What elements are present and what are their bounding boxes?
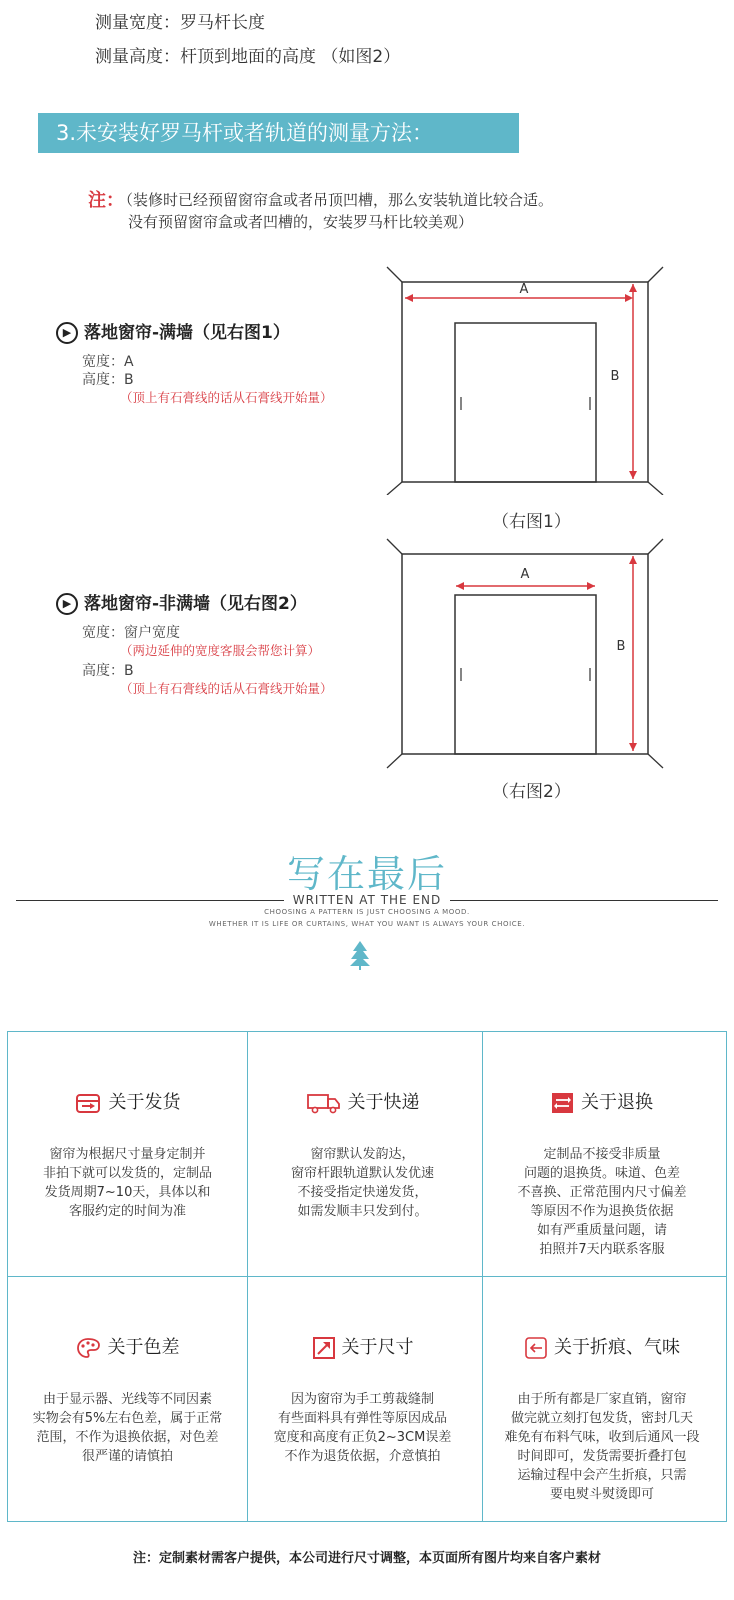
card-body <box>18 1390 237 1466</box>
shipping-box-icon <box>75 1092 103 1114</box>
note-label: 注： <box>88 190 124 211</box>
option2-title <box>56 589 307 615</box>
mood-line-1: CHOOSING A PATTERN IS JUST CHOOSING A MOOD. <box>264 908 470 916</box>
card-returns <box>478 1032 726 1277</box>
card-title: 关于快递 <box>347 1092 420 1113</box>
card-line: 难免有布料气味，收到后通风一段 <box>504 1430 700 1445</box>
card-title: 关于色差 <box>107 1337 180 1358</box>
card-line: 非拍下就可以发货的，定制品 <box>42 1166 212 1181</box>
card-title: 关于折痕、气味 <box>554 1337 680 1358</box>
option1-title <box>56 318 290 344</box>
truck-icon <box>306 1092 342 1114</box>
card-line: 问题的退换货。味道、色差 <box>523 1166 680 1181</box>
card-line: 等原因不作为退换货依据 <box>530 1204 674 1219</box>
card-title: 关于发货 <box>108 1092 181 1113</box>
card-line: 运输过程中会产生折痕，只需 <box>517 1468 687 1483</box>
card-title: 关于尺寸 <box>341 1337 414 1358</box>
option2-height-note: （顶上有石膏线的话从石膏线开始量） <box>120 681 333 696</box>
info-grid <box>7 1031 727 1522</box>
circle-arrow-icon: ▶ <box>56 322 78 344</box>
diagram-full-wall <box>385 265 665 495</box>
circle-arrow-icon: ▶ <box>56 593 78 615</box>
card-line: 窗帘默认发韵达， <box>310 1147 415 1162</box>
exchange-icon <box>551 1092 575 1114</box>
option2-width-note: （两边延伸的宽度客服会帮您计算） <box>120 643 321 658</box>
option2-height: 高度：B <box>82 663 134 679</box>
measure-width-line: 测量宽度：罗马杆长度 <box>95 13 265 33</box>
card-line: 窗帘杆跟轨道默认发优速 <box>290 1166 434 1181</box>
card-line: 要电熨斗熨烫即可 <box>549 1487 654 1502</box>
card-body <box>253 1390 472 1466</box>
card-body <box>488 1145 716 1259</box>
card-line: 有些面料具有弹性等原因成品 <box>277 1411 447 1426</box>
diagram2-label-b: B <box>616 639 626 654</box>
card-body <box>18 1145 237 1221</box>
diagram1-caption: （右图1） <box>492 512 571 532</box>
diagram1-label-a: A <box>519 282 529 297</box>
diagram2-caption: （右图2） <box>492 782 571 802</box>
diagram1-label-b: B <box>610 369 620 384</box>
card-line: 如有严重质量问题，请 <box>536 1223 667 1238</box>
option1-height-note: （顶上有石膏线的话从石膏线开始量） <box>120 390 333 405</box>
card-express <box>243 1032 483 1277</box>
end-subtitle: WRITTEN AT THE END <box>292 893 442 907</box>
mood-line-2: WHETHER IT IS LIFE OR CURTAINS, WHAT YOU WANT IS ALWAYS YOUR CHOICE. <box>208 920 526 928</box>
measure-height-line: 测量高度：杆顶到地面的高度 （如图2） <box>95 47 401 67</box>
card-line: 如需发顺丰只发到付。 <box>297 1204 428 1219</box>
palette-icon <box>76 1337 102 1359</box>
card-line: 发货周期7~10天，具体以和 <box>44 1185 211 1200</box>
card-color <box>8 1277 248 1522</box>
diagram-partial-wall <box>385 537 665 769</box>
card-line: 由于所有都是厂家直销，窗帘 <box>517 1392 687 1407</box>
card-line: 拍照并7天内联系客服 <box>539 1242 665 1257</box>
note-line-1: （装修时已经预留窗帘盒或者吊顶凹槽，那么安装轨道比较合适。 <box>118 191 554 209</box>
card-line: 范围，不作为退换依据，对色差 <box>36 1430 219 1445</box>
card-line: 很严谨的请慎拍 <box>81 1449 173 1464</box>
card-line: 实物会有5%左右色差，属于正常 <box>32 1411 223 1426</box>
card-shipping <box>8 1032 248 1277</box>
option1-width: 宽度：A <box>82 354 134 370</box>
option1-height: 高度：B <box>82 372 134 388</box>
card-line: 不作为退货依据，介意慎拍 <box>284 1449 441 1464</box>
back-arrow-icon <box>524 1337 548 1359</box>
card-line: 由于显示器、光线等不同因素 <box>42 1392 212 1407</box>
end-title: 写在最后 <box>286 852 447 896</box>
resize-icon <box>312 1337 336 1359</box>
option2-title-text: 落地窗帘-非满墙（见右图2） <box>84 594 307 614</box>
note-line-2: 没有预留窗帘盒或者凹槽的，安装罗马杆比较美观） <box>128 213 474 231</box>
card-line: 不喜换、正常范围内尺寸偏差 <box>517 1185 687 1200</box>
card-line: 客服约定的时间为准 <box>68 1204 186 1219</box>
card-line: 定制品不接受非质量 <box>543 1147 661 1162</box>
card-body <box>253 1145 472 1221</box>
card-line: 时间即可，发货需要折叠打包 <box>517 1449 687 1464</box>
card-size <box>243 1277 483 1522</box>
card-line: 宽度和高度有正负2~3CM误差 <box>273 1430 452 1445</box>
card-line: 不接受指定快递发货， <box>297 1185 428 1200</box>
card-line: 窗帘为根据尺寸量身定制并 <box>49 1147 206 1162</box>
card-body <box>488 1390 716 1504</box>
card-line: 做完就立刻打包发货，密封几天 <box>510 1411 693 1426</box>
option2-width: 宽度：窗户宽度 <box>82 625 180 641</box>
tree-icon <box>349 940 371 970</box>
card-line: 因为窗帘为手工剪裁缝制 <box>290 1392 434 1407</box>
card-crease-smell <box>478 1277 726 1522</box>
option1-title-text: 落地窗帘-满墙（见右图1） <box>84 323 290 343</box>
card-title: 关于退换 <box>581 1092 653 1113</box>
diagram2-label-a: A <box>520 567 530 582</box>
footer-note: 注：定制素材需客户提供，本公司进行尺寸调整，本页面所有图片均来自客户素材 <box>132 1551 601 1566</box>
section-banner: 3.未安装好罗马杆或者轨道的测量方法： <box>38 113 519 153</box>
